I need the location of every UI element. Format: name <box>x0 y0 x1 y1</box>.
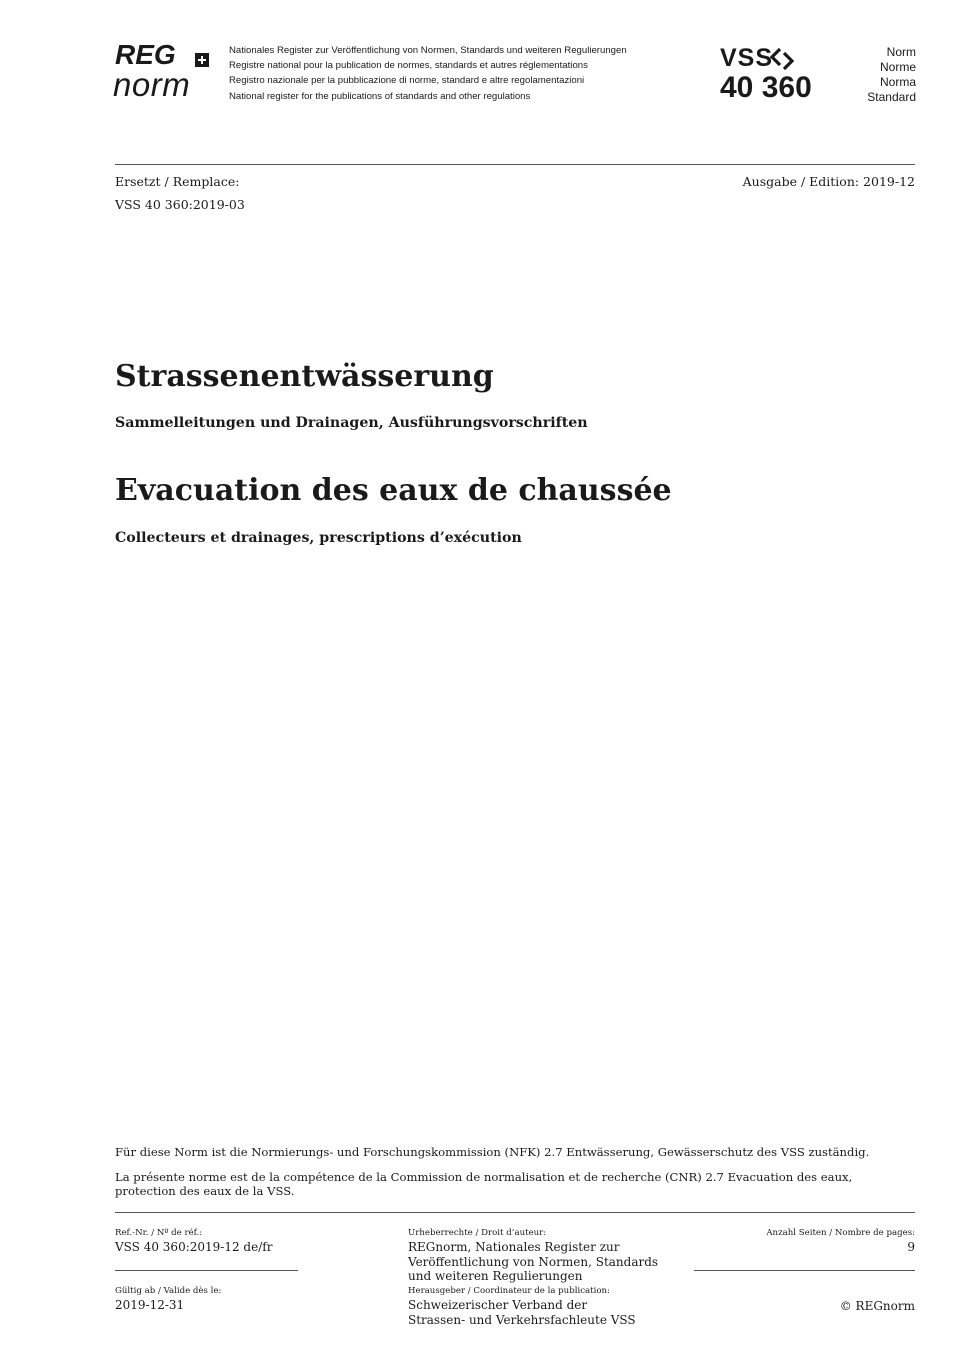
header-divider <box>115 164 915 165</box>
vss-arrow-icon <box>770 47 796 71</box>
pages-label: Anzahl Seiten / Nombre de pages: <box>766 1228 915 1238</box>
replaces-value: VSS 40 360:2019-03 <box>115 197 245 212</box>
type-norme: Norme <box>879 60 916 74</box>
valid-label: Gültig ab / Valide dès le: <box>115 1286 222 1296</box>
responsibility-fr: La présente norme est de la compétence de la Commission de normalisation et de recherche (CNR) 2.7 Evacuation des eaux, protection des eaux de la VSS. <box>115 1170 853 1198</box>
register-line-de: Nationales Register zur Veröffentlichung von Normen, Standards und weiteren Regulierungen <box>229 45 627 56</box>
copyright-mark: © REGnorm <box>839 1299 915 1313</box>
copyright-line-3: und weiteren Regulierungen <box>408 1269 583 1283</box>
regnorm-logo-reg: REG <box>115 39 176 70</box>
subtitle-fr: Collecteurs et drainages, prescriptions d’exécution <box>115 530 522 546</box>
copyright-label: Urheberrechte / Droit d’auteur: <box>408 1228 547 1238</box>
title-fr: Evacuation des eaux de chaussée <box>115 473 672 508</box>
regnorm-logo-norm: norm <box>113 66 191 103</box>
publisher-label: Herausgeber / Coordinateur de la publication: <box>408 1286 610 1296</box>
swiss-cross-icon <box>195 53 209 67</box>
ref-value: VSS 40 360:2019-12 de/fr <box>115 1240 273 1254</box>
pages-underline <box>694 1270 915 1271</box>
ref-label: Ref.-Nr. / Nº de réf.: <box>115 1228 203 1238</box>
valid-value: 2019-12-31 <box>115 1298 185 1312</box>
publisher-line-2: Strassen- und Verkehrsfachleute VSS <box>408 1312 636 1327</box>
publisher-line-1: Schweizerischer Verband der <box>408 1298 588 1312</box>
pages-value: 9 <box>907 1240 915 1254</box>
type-norma: Norma <box>879 75 916 89</box>
type-standard: Standard <box>867 90 916 104</box>
type-norm: Norm <box>886 45 916 59</box>
subtitle-de: Sammelleitungen und Drainagen, Ausführungsvorschriften <box>115 415 588 431</box>
register-line-en: National register for the publications of standards and other regulations <box>229 91 531 102</box>
copyright-line-2: Veröffentlichung von Normen, Standards <box>408 1254 659 1269</box>
title-de: Strassenentwässerung <box>115 359 494 394</box>
register-line-fr: Registre national pour la publication de normes, standards et autres réglementations <box>229 60 588 71</box>
footer-divider <box>115 1212 915 1213</box>
replaces-label: Ersetzt / Remplace: <box>115 174 240 189</box>
standard-number: 40 360 <box>720 71 812 104</box>
ref-underline <box>115 1270 298 1271</box>
copyright-line-1: REGnorm, Nationales Register zur <box>408 1240 620 1254</box>
vss-logo: VSS <box>720 44 774 72</box>
edition: Ausgabe / Edition: 2019-12 <box>742 174 915 189</box>
register-line-it: Registro nazionale per la pubblicazione di norme, standard e altre regolamentazioni <box>229 75 585 86</box>
responsibility-de: Für diese Norm ist die Normierungs- und Forschungskommission (NFK) 2.7 Entwässerung, Gewässerschutz des VSS zuständig. <box>115 1145 870 1159</box>
